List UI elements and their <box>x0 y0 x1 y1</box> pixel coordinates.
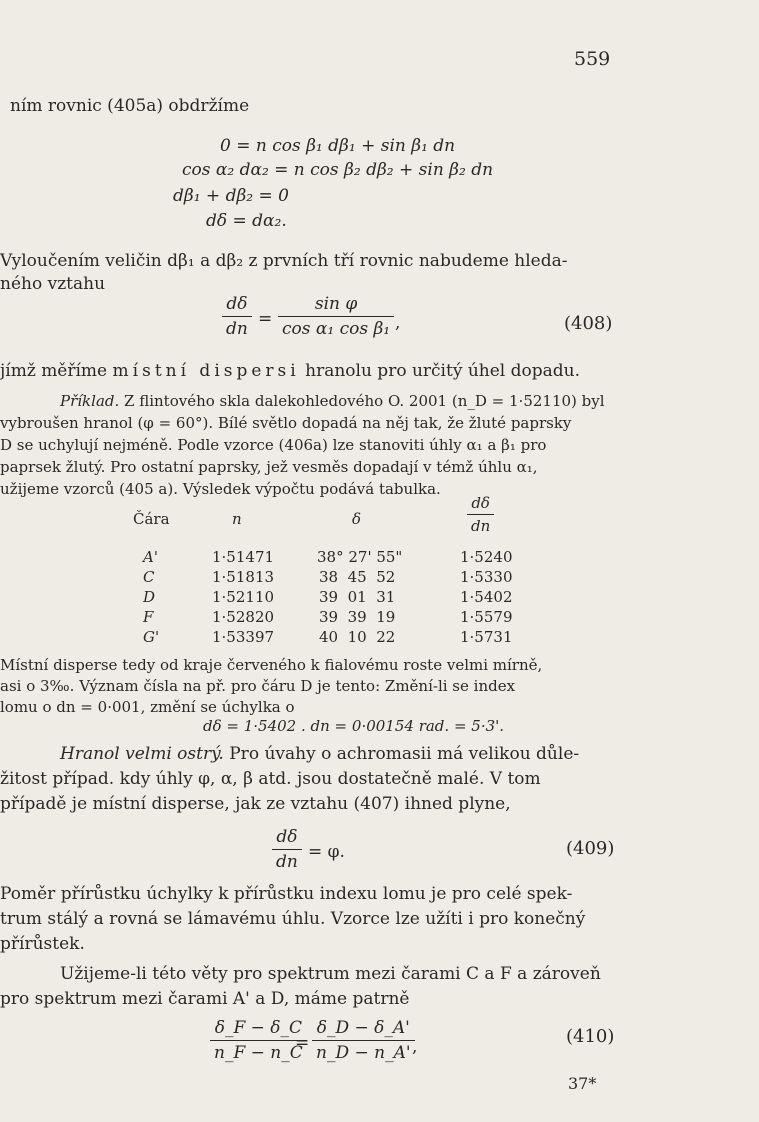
eq409-denominator: dn <box>272 849 302 872</box>
paragraph-acute-prism-line-2: žitost případ. kdy úhly φ, α, β atd. jsou dostatečně malé. V tom <box>0 769 541 789</box>
example-line-4: paprsek žlutý. Pro ostatní paprsky, jež vesměs dopadají v témž úhlu α₁, <box>0 458 538 476</box>
table-header-dispersion <box>467 494 494 535</box>
table-header-n: n <box>232 510 242 528</box>
eq408-lhs-numerator: dδ <box>226 294 248 314</box>
local-dispersion-term: místní dispersi <box>112 361 300 381</box>
example-line-2: vybroušen hranol (φ = 60°). Bílé světlo dopadá na něj tak, že žluté paprsky <box>0 414 572 432</box>
table-cell-index: 1·51813 <box>212 568 275 586</box>
table-header-dispersion-denominator: dn <box>467 514 494 535</box>
table-cell-dispersion: 1·5579 <box>460 608 513 626</box>
table-cell-deviation: 39 01 31 <box>319 588 396 606</box>
paragraph-mild-growth-line-3: lomu o dn = 0·001, změní se úchylka o <box>0 698 295 716</box>
example-label: Příklad. <box>60 392 120 410</box>
paragraph-ratio-line-2: trum stálý a rovná se lámavému úhlu. Vzorce lze užíti i pro konečný <box>0 909 586 929</box>
table-cell-line: F <box>143 608 154 626</box>
eq409-rhs: = φ. <box>308 842 345 862</box>
paragraph-elimination-line-1: Vyloučením veličin dβ₁ a dβ₂ z prvních tří rovnic nabudeme hleda- <box>0 251 568 271</box>
paragraph-local-dispersion-before: jímž měříme <box>0 361 113 381</box>
paragraph-local-dispersion <box>0 361 580 381</box>
eq408-rhs-fraction <box>278 294 394 339</box>
paragraph-spectrum-line-2: pro spektrum mezi čarami A' a D, máme patrně <box>0 989 410 1009</box>
table-cell-deviation: 38 45 52 <box>319 568 396 586</box>
table-cell-deviation: 39 39 19 <box>319 608 396 626</box>
eq410-left-fraction <box>210 1018 310 1063</box>
equation-line-3: dβ₁ + dβ₂ = 0 <box>173 186 289 206</box>
paragraph-spectrum-line-1: Užijeme-li této věty pro spektrum mezi čarami C a F a zároveň <box>60 964 601 984</box>
table-cell-dispersion: 1·5330 <box>460 568 513 586</box>
paragraph-mild-growth-line-2: asi o 3‰. Význam čísla na př. pro čáru D je tento: Změní-li se index <box>0 677 516 695</box>
eq408-lhs-fraction <box>222 294 252 339</box>
eq410-left-denominator: n_F − n_C <box>210 1040 307 1063</box>
table-cell-deviation: 38° 27' 55" <box>317 548 403 566</box>
eq408-equals: = <box>258 309 273 329</box>
eq410-tail: , <box>412 1037 418 1057</box>
equation-calculation: dδ = 1·5402 . dn = 0·00154 rad. = 5·3'. <box>203 717 505 735</box>
table-cell-line: G' <box>143 628 160 646</box>
table-cell-index: 1·51471 <box>212 548 275 566</box>
table-cell-dispersion: 1·5402 <box>460 588 513 606</box>
eq410-right-numerator: δ_D − δ_A' <box>316 1018 410 1038</box>
table-cell-index: 1·52110 <box>212 588 275 606</box>
acute-prism-heading: Hranol velmi ostrý. <box>60 744 224 764</box>
table-header-dispersion-numerator: dδ <box>471 494 490 512</box>
eq409-numerator: dδ <box>276 827 298 847</box>
table-cell-dispersion: 1·5731 <box>460 628 513 646</box>
table-cell-line: D <box>143 588 156 606</box>
eq410-equals: = <box>295 1033 310 1053</box>
eq410-number: (410) <box>566 1026 615 1047</box>
paragraph-acute-prism-line-1 <box>60 744 579 764</box>
eq408-rhs-numerator: sin φ <box>314 294 358 314</box>
example-line-5: užijeme vzorců (405 a). Výsledek výpočtu podává tabulka. <box>0 480 441 498</box>
eq408-lhs-denominator: dn <box>222 316 252 339</box>
table-cell-index: 1·53397 <box>212 628 275 646</box>
page-number: 559 <box>574 48 611 70</box>
table-cell-deviation: 40 10 22 <box>319 628 396 646</box>
paragraph-local-dispersion-after: hranolu pro určitý úhel dopadu. <box>299 361 580 381</box>
equation-line-2: cos α₂ dα₂ = n cos β₂ dβ₂ + sin β₂ dn <box>182 160 494 180</box>
eq410-right-fraction <box>312 1018 418 1063</box>
eq408-number: (408) <box>564 313 613 334</box>
example-line-3: D se uchylují nejméně. Podle vzorce (406a) lze stanoviti úhly α₁ a β₁ pro <box>0 436 547 454</box>
table-header-deviation: δ <box>352 510 362 528</box>
table-cell-line: C <box>143 568 155 586</box>
eq408-tail: , <box>395 313 401 333</box>
eq409-fraction <box>272 827 302 872</box>
paragraph-elimination-line-2: ného vztahu <box>0 274 106 294</box>
table-header-line: Čára <box>133 510 170 528</box>
equation-line-4: dδ = dα₂. <box>206 211 287 231</box>
paragraph-mild-growth-line-1: Místní disperse tedy od kraje červeného k fialovému roste velmi mírně, <box>0 656 543 674</box>
equation-line-1: 0 = n cos β₁ dβ₁ + sin β₁ dn <box>220 136 456 156</box>
paragraph-intro: ním rovnic (405a) obdržíme <box>10 96 250 116</box>
paragraph-ratio-line-1: Poměr přírůstku úchylky k přírůstku indexu lomu je pro celé spek- <box>0 884 573 904</box>
eq408-rhs-denominator: cos α₁ cos β₁ <box>278 316 394 339</box>
acute-prism-first: Pro úvahy o achromasii má velikou důle- <box>223 744 580 764</box>
paragraph-ratio-line-3: přírůstek. <box>0 934 85 954</box>
table-cell-dispersion: 1·5240 <box>460 548 513 566</box>
example-line-1 <box>60 392 605 410</box>
eq409-number: (409) <box>566 838 615 859</box>
eq410-left-numerator: δ_F − δ_C <box>214 1018 303 1038</box>
table-cell-index: 1·52820 <box>212 608 275 626</box>
paragraph-acute-prism-line-3: případě je místní disperse, jak ze vztahu (407) ihned plyne, <box>0 794 511 814</box>
signature-mark: 37* <box>568 1074 597 1093</box>
eq410-right-denominator: n_D − n_A' <box>312 1040 415 1063</box>
table-cell-line: A' <box>143 548 158 566</box>
example-text-1: Z flintového skla dalekohledového O. 2001 (n_D = 1·52110) byl <box>119 392 605 410</box>
